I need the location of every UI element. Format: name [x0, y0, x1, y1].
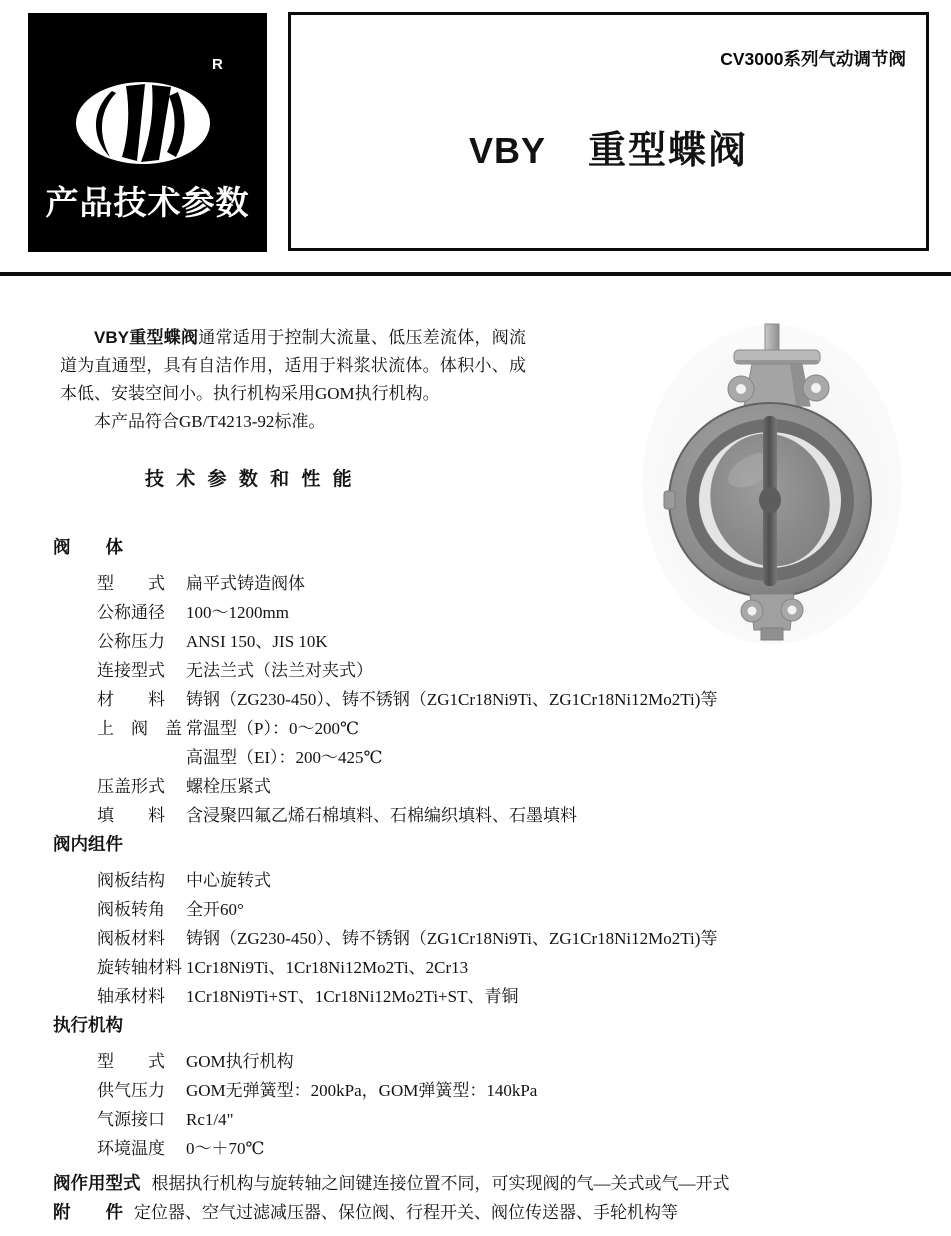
footnote-row: [53, 1169, 951, 1198]
product-title: [291, 129, 926, 173]
spec-value: ANSI 150、JIS 10K: [186, 632, 328, 651]
spec-label: 旋转轴材料: [97, 958, 182, 977]
spec-row: [97, 1134, 951, 1163]
spec-value: GOM执行机构: [186, 1052, 294, 1071]
spec-value: GOM无弹簧型：200kPa，GOM弹簧型：140kPa: [186, 1081, 538, 1100]
spec-label: 环境温度: [97, 1139, 165, 1158]
logo-caption: 产品技术参数: [45, 184, 250, 221]
footnote-value: 根据执行机构与旋转轴之间键连接位置不同，可实现阀的气—关式或气—开式: [151, 1174, 730, 1193]
spec-label: 型 式: [97, 1052, 165, 1071]
spec-label: 公称通径: [97, 603, 165, 622]
spec-row: [97, 656, 951, 685]
spec-label: 公称压力: [97, 632, 165, 651]
spec-value: 100～1200mm: [186, 603, 289, 622]
spec-label: 连接型式: [97, 661, 165, 680]
footnote-value: 定位器、空气过滤减压器、保位阀、行程开关、阀位传送器、手轮机构等: [134, 1203, 678, 1222]
spec-row: [97, 1076, 951, 1105]
spec-row: [97, 866, 951, 895]
spec-value: 铸钢（ZG230-450）、铸不锈钢（ZG1Cr18Ni9Ti、ZG1Cr18Ni12Mo2Ti)等: [186, 690, 718, 709]
spec-value: 全开60°: [186, 900, 244, 919]
spec-value: 螺栓压紧式: [186, 777, 271, 796]
spec-value: 扁平式铸造阀体: [186, 574, 305, 593]
spec-value: 1Cr18Ni9Ti、1Cr18Ni12Mo2Ti、2Cr13: [186, 958, 469, 977]
intro-body: 通常适用于控制大流量、低压差流体，阀流道为直通型，具有自洁作用，适用于料浆状流体。体积小、成本低、安装空间小。执行机构采用GOM执行机构。: [60, 328, 526, 403]
divider-rule: [0, 272, 951, 276]
spec-row: [97, 772, 951, 801]
spec-value: 常温型（P）：0～200℃: [186, 719, 359, 738]
spec-row: [97, 801, 951, 830]
spec-value: 1Cr18Ni9Ti+ST、1Cr18Ni12Mo2Ti+ST、青铜: [186, 987, 519, 1006]
spec-row: [97, 924, 951, 953]
spec-row: [97, 743, 951, 772]
spec-value: 高温型（EI）：200～425℃: [186, 748, 383, 767]
spec-label: 气源接口: [97, 1110, 165, 1129]
spec-section: [0, 830, 951, 1011]
spec-row: [97, 895, 951, 924]
spec-label: 填 料: [97, 806, 165, 825]
spec-row: [97, 714, 951, 743]
spec-label: 上 阀 盖: [97, 719, 182, 738]
section-title: 阀 体: [53, 537, 123, 557]
product-name: 重型蝶阀: [588, 130, 749, 172]
spec-label: 阀板转角: [97, 900, 165, 919]
butterfly-valve-photo: [640, 294, 905, 646]
spec-label: 材 料: [97, 690, 165, 709]
intro-paragraph: [60, 324, 526, 408]
spec-row: [97, 685, 951, 714]
spec-label: 压盖形式: [97, 777, 165, 796]
spec-value: 铸钢（ZG230-450）、铸不锈钢（ZG1Cr18Ni9Ti、ZG1Cr18Ni12Mo2Ti)等: [186, 929, 718, 948]
footnotes: [0, 1169, 951, 1227]
spec-label: 轴承材料: [97, 987, 165, 1006]
footnote-label: 阀作用型式: [53, 1173, 141, 1193]
model-code: VBY: [468, 130, 546, 171]
spec-value: 中心旋转式: [186, 871, 271, 890]
footnote-row: [53, 1198, 951, 1227]
spec-value: 0～＋70℃: [186, 1139, 265, 1158]
spec-row: [97, 1047, 951, 1076]
spec-label: 型 式: [97, 574, 165, 593]
spec-label: 供气压力: [97, 1081, 165, 1100]
spec-value: 无法兰式（法兰对夹式）: [186, 661, 373, 680]
intro-lead: VBY重型蝶阀: [94, 328, 199, 347]
registered-trademark-mark: R: [212, 56, 223, 73]
spec-value: 含浸聚四氟乙烯石棉填料、石棉编织填料、石墨填料: [186, 806, 577, 825]
title-box: [288, 12, 929, 251]
section-title: 执行机构: [53, 1015, 123, 1035]
spec-label: 阀板材料: [97, 929, 165, 948]
spec-label: 阀板结构: [97, 871, 165, 890]
footnote-label: 附 件: [53, 1202, 123, 1222]
tech-parameters-heading: 技 术 参 数 和 性 能: [145, 469, 356, 490]
spec-value: Rc1/4": [186, 1110, 234, 1129]
standard-note: 本产品符合GB/T4213-92标准。: [94, 412, 326, 431]
spec-row: [97, 982, 951, 1011]
spec-row: [97, 1105, 951, 1134]
spec-section: [0, 1011, 951, 1163]
brand-logo-box: [28, 13, 267, 252]
series-label: CV3000系列气动调节阀: [720, 49, 906, 69]
spec-row: [97, 953, 951, 982]
section-title: 阀内组件: [53, 834, 123, 854]
